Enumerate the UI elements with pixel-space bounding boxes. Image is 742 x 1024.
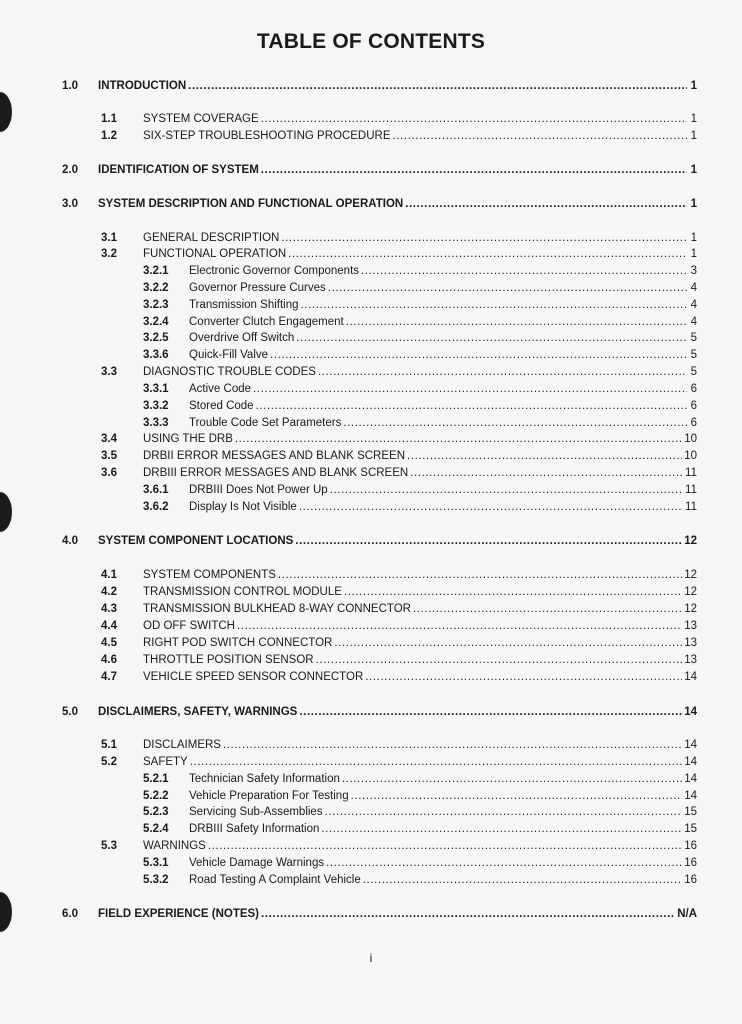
section-title: DIAGNOSTIC TROUBLE CODES	[143, 366, 316, 378]
section-number: 1.2	[101, 130, 117, 142]
page-ref: 1	[690, 130, 697, 142]
page-ref: 14	[684, 706, 697, 718]
section-title: Servicing Sub-Assemblies	[189, 806, 323, 818]
toc-entry	[101, 603, 697, 615]
section-number: 3.6	[101, 467, 117, 479]
toc-entry	[143, 282, 697, 294]
section-number: 3.0	[62, 198, 78, 210]
section-title: IDENTIFICATION OF SYSTEM	[98, 164, 259, 176]
section-title: TRANSMISSION BULKHEAD 8-WAY CONNECTOR	[143, 603, 411, 615]
section-number: 4.2	[101, 586, 117, 598]
section-number: 5.2.2	[143, 790, 169, 802]
page-ref: 15	[684, 823, 697, 835]
toc-entry	[143, 417, 697, 429]
section-title: Converter Clutch Engagement	[189, 316, 344, 328]
toc-entry	[101, 248, 697, 260]
toc-entry	[101, 586, 697, 598]
page-ref: 11	[685, 467, 697, 479]
page-ref: N/A	[677, 908, 697, 920]
section-title: Active Code	[189, 383, 252, 395]
section-title: Stored Code	[189, 400, 254, 412]
toc-entry	[101, 467, 697, 479]
toc-entry	[143, 484, 697, 496]
page-ref: 10	[684, 450, 697, 462]
page-ref: 14	[684, 739, 697, 751]
page-ref: 13	[684, 637, 697, 649]
section-title: Vehicle Preparation For Testing	[189, 790, 349, 802]
page-ref: 5	[690, 366, 697, 378]
section-number: 5.1	[101, 739, 117, 751]
section-title: Vehicle Damage Warnings	[189, 857, 325, 869]
page-ref: 1	[690, 232, 697, 244]
section-number: 5.2.3	[143, 806, 169, 818]
page-title: TABLE OF CONTENTS	[256, 30, 486, 53]
section-number: 5.2.4	[143, 823, 169, 835]
toc-entry	[143, 332, 697, 344]
section-number: 3.3.6	[143, 349, 169, 361]
section-title: Display Is Not Visible	[189, 501, 297, 513]
toc-entry	[62, 908, 697, 920]
section-number: 3.2.1	[143, 265, 169, 277]
page-ref: 16	[684, 857, 697, 869]
toc-entry	[143, 857, 697, 869]
section-title: SYSTEM COVERAGE	[143, 113, 259, 125]
section-number: 3.5	[101, 450, 117, 462]
page-ref: 11	[685, 501, 697, 513]
section-number: 3.3.3	[143, 417, 169, 429]
section-number: 3.6.2	[143, 501, 169, 513]
page-ref: 15	[684, 806, 697, 818]
section-number: 5.3.2	[143, 874, 169, 886]
section-title: SYSTEM DESCRIPTION AND FUNCTIONAL OPERATION	[98, 198, 404, 210]
page-ref: 13	[684, 620, 697, 632]
toc-entry	[143, 806, 697, 818]
page-ref: 4	[690, 299, 697, 311]
section-title: RIGHT POD SWITCH CONNECTOR	[143, 637, 333, 649]
toc-entry	[62, 706, 697, 718]
toc-entry	[143, 874, 697, 886]
toc-entry	[101, 130, 697, 142]
section-number: 4.1	[101, 569, 117, 581]
section-title: THROTTLE POSITION SENSOR	[143, 654, 314, 666]
toc-entry	[101, 569, 697, 581]
page-ref: 14	[684, 671, 697, 683]
section-number: 1.0	[62, 80, 78, 92]
section-number: 3.2.2	[143, 282, 169, 294]
page-ref: 1	[690, 248, 697, 260]
toc-entry	[101, 366, 697, 378]
section-title: Technician Safety Information	[189, 773, 340, 785]
section-title: Overdrive Off Switch	[189, 332, 295, 344]
page-ref: 3	[690, 265, 697, 277]
section-number: 5.2.1	[143, 773, 169, 785]
page-ref: 6	[690, 417, 697, 429]
section-number: 4.0	[62, 535, 78, 547]
section-number: 4.6	[101, 654, 117, 666]
section-title: FIELD EXPERIENCE (NOTES)	[98, 908, 260, 920]
page-ref: 14	[684, 756, 697, 768]
toc-entry	[101, 671, 697, 683]
page-ref: 5	[690, 349, 697, 361]
section-number: 3.2.4	[143, 316, 169, 328]
section-title: OD OFF SWITCH	[143, 620, 235, 632]
section-number: 3.2.3	[143, 299, 169, 311]
page-ref: 13	[684, 654, 697, 666]
section-title: SYSTEM COMPONENT LOCATIONS	[98, 535, 294, 547]
section-title: DRBII ERROR MESSAGES AND BLANK SCREEN	[143, 450, 406, 462]
toc-entry	[62, 164, 697, 176]
page-ref: 6	[690, 383, 697, 395]
section-title: USING THE DRB	[143, 433, 233, 445]
page-ref: 1	[690, 198, 697, 210]
page-ref: 16	[684, 840, 697, 852]
toc-entry	[62, 535, 697, 547]
section-title: SAFETY	[143, 756, 188, 768]
page-ref: 14	[684, 773, 697, 785]
section-title: DRBIII Safety Information	[189, 823, 320, 835]
page-ref: 12	[684, 586, 697, 598]
section-number: 1.1	[101, 113, 117, 125]
page-ref: 1	[690, 164, 697, 176]
toc-entry	[101, 840, 697, 852]
section-title: SYSTEM COMPONENTS	[143, 569, 276, 581]
section-number: 3.2	[101, 248, 117, 260]
section-number: 4.4	[101, 620, 117, 632]
section-title: DRBIII Does Not Power Up	[189, 484, 328, 496]
toc-entry	[143, 383, 697, 395]
toc-entry	[101, 113, 697, 125]
section-title: VEHICLE SPEED SENSOR CONNECTOR	[143, 671, 364, 683]
section-title: WARNINGS	[143, 840, 206, 852]
section-title: Electronic Governor Components	[189, 265, 360, 277]
section-number: 3.1	[101, 232, 117, 244]
toc-entry	[101, 654, 697, 666]
page-ref: 10	[684, 433, 697, 445]
section-title: Trouble Code Set Parameters	[189, 417, 342, 429]
section-number: 6.0	[62, 908, 78, 920]
toc-entry	[62, 80, 697, 92]
toc-entry	[101, 620, 697, 632]
page-ref: 1	[690, 113, 697, 125]
section-title: GENERAL DESCRIPTION	[143, 232, 280, 244]
toc-entry	[143, 265, 697, 277]
page-number: i	[369, 951, 373, 965]
section-number: 5.0	[62, 706, 78, 718]
section-number: 4.7	[101, 671, 117, 683]
page-ref: 1	[690, 80, 697, 92]
page-ref: 16	[684, 874, 697, 886]
page-ref: 4	[690, 316, 697, 328]
toc-entry	[143, 299, 697, 311]
section-title: SIX-STEP TROUBLESHOOTING PROCEDURE	[143, 130, 391, 142]
toc-entry	[143, 501, 697, 513]
section-title: Road Testing A Complaint Vehicle	[189, 874, 361, 886]
section-number: 3.2.5	[143, 332, 169, 344]
toc-entry	[143, 400, 697, 412]
section-title: DISCLAIMERS, SAFETY, WARNINGS	[98, 706, 298, 718]
page-ref: 12	[684, 535, 697, 547]
section-number: 3.3.1	[143, 383, 169, 395]
toc-entry	[143, 349, 697, 361]
toc-entry	[143, 790, 697, 802]
page-ref: 12	[684, 569, 697, 581]
section-number: 4.3	[101, 603, 117, 615]
page-ref: 4	[690, 282, 697, 294]
toc-entry	[143, 316, 697, 328]
section-title: Quick-Fill Valve	[189, 349, 269, 361]
page-ref: 6	[690, 400, 697, 412]
section-title: TRANSMISSION CONTROL MODULE	[143, 586, 342, 598]
page-ref: 14	[684, 790, 697, 802]
section-title: Governor Pressure Curves	[189, 282, 326, 294]
page-ref: 11	[685, 484, 697, 496]
toc-entry	[101, 450, 697, 462]
section-number: 5.3.1	[143, 857, 169, 869]
section-number: 4.5	[101, 637, 117, 649]
toc-entry	[101, 756, 697, 768]
section-number: 3.6.1	[143, 484, 169, 496]
toc-entry	[143, 823, 697, 835]
toc-entry	[101, 433, 697, 445]
toc-entry	[143, 773, 697, 785]
toc-entry	[101, 637, 697, 649]
section-title: Transmission Shifting	[189, 299, 299, 311]
section-number: 3.4	[101, 433, 117, 445]
toc-entry	[101, 739, 697, 751]
section-title: DRBIII ERROR MESSAGES AND BLANK SCREEN	[143, 467, 409, 479]
section-title: DISCLAIMERS	[143, 739, 221, 751]
toc-entry	[62, 198, 697, 210]
section-title: FUNCTIONAL OPERATION	[143, 248, 287, 260]
section-number: 5.3	[101, 840, 117, 852]
section-number: 5.2	[101, 756, 117, 768]
page-ref: 12	[684, 603, 697, 615]
section-number: 3.3	[101, 366, 117, 378]
page-ref: 5	[690, 332, 697, 344]
section-number: 3.3.2	[143, 400, 169, 412]
section-title: INTRODUCTION	[98, 80, 187, 92]
toc-entry	[101, 232, 697, 244]
section-number: 2.0	[62, 164, 78, 176]
